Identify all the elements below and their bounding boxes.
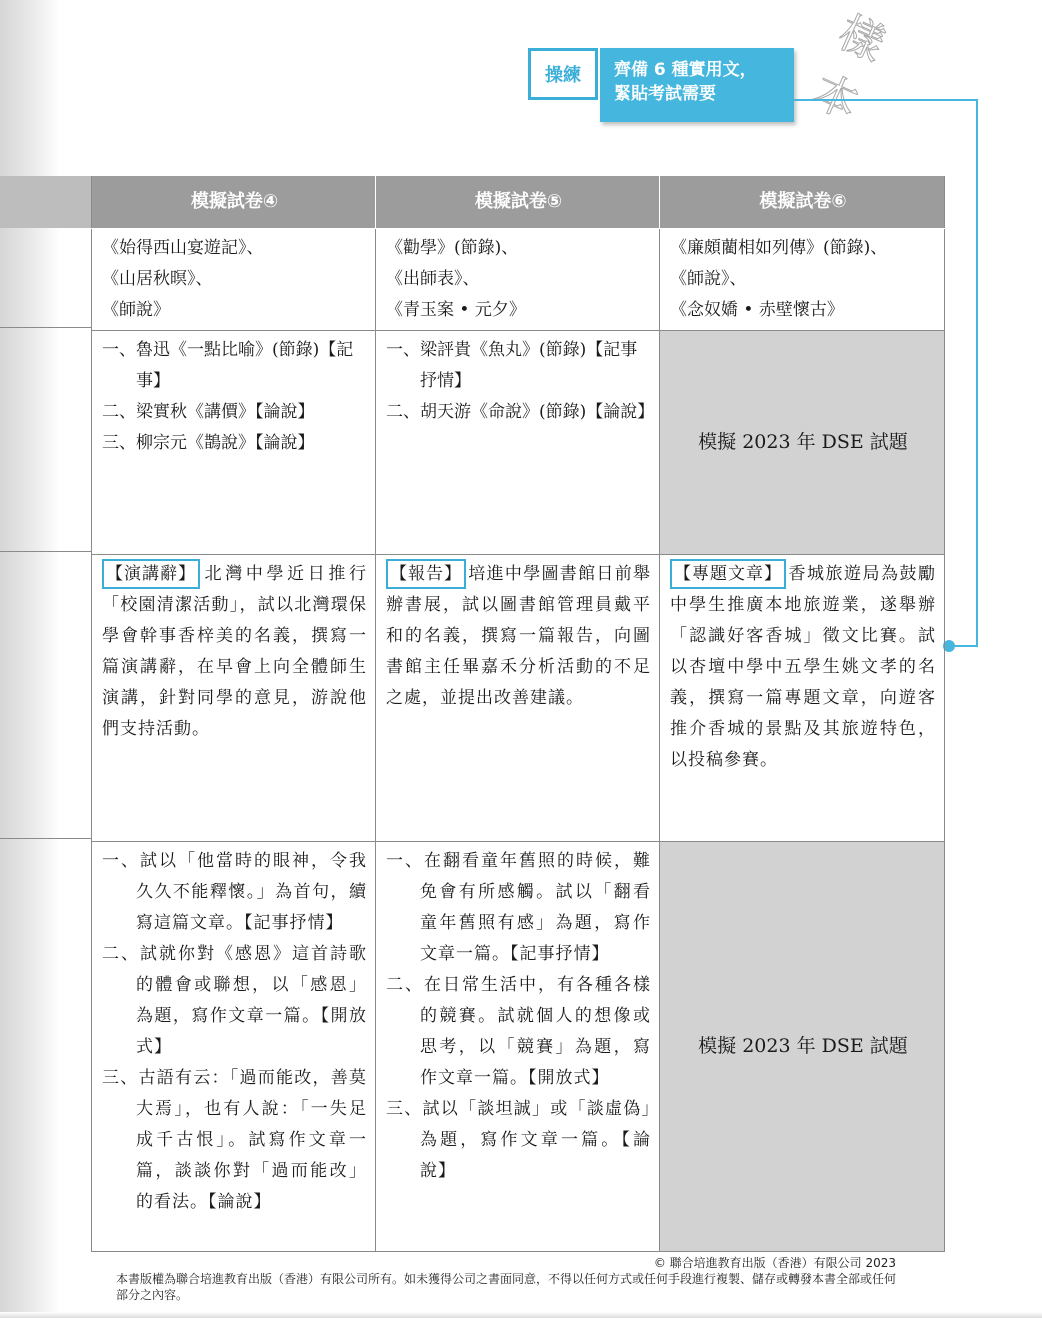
reading-item: 《山居秋暝》、 — [102, 268, 213, 289]
left-row-rule — [0, 551, 92, 552]
callout — [528, 48, 757, 104]
practical-cell — [660, 554, 945, 841]
extract-item: 二、梁實秋《講價》【論說】 — [102, 401, 315, 422]
writing-row — [92, 841, 945, 1251]
sample-stamp: 樣本 — [804, 6, 894, 131]
reading-item: 《出師表》、 — [386, 268, 480, 289]
header-row — [92, 176, 945, 228]
extract-item: 二、胡天游《命說》(節錄)【論說】 — [386, 401, 655, 422]
reading-row — [92, 228, 945, 330]
extract-cell — [376, 330, 660, 554]
header-paper-6: 模擬試卷⑥ — [660, 176, 945, 228]
callout-connector — [976, 99, 978, 647]
header-paper-4: 模擬試卷④ — [92, 176, 376, 228]
practical-cell — [92, 554, 376, 841]
genre-tag: 【報告】 — [386, 559, 466, 589]
extract-row — [92, 330, 945, 554]
reading-item: 《師說》、 — [670, 268, 747, 289]
callout-tag: 操練 — [528, 48, 598, 100]
writing-item: 三、古語有云：「過而能改，善莫大焉」，也有人說：「一失足成千古恨」。試寫作文章一篇，談談你對「過而能改」的看法。【論說】 — [102, 1067, 367, 1212]
practical-prompt: 北灣中學近日推行「校園清潔活動」，試以北灣環保學會幹事香梓美的名義，撰寫一篇演講辭，在早會上向全體師生演講，針對同學的意見，游說他們支持活動。 — [102, 563, 367, 739]
writing-item: 一、試以「他當時的眼神，令我久久不能釋懷。」為首句，續寫這篇文章。【記事抒情】 — [102, 850, 367, 933]
practical-cell — [376, 554, 660, 841]
left-header-band — [0, 176, 92, 228]
callout-body — [600, 48, 794, 122]
reading-item: 《始得西山宴遊記》、 — [102, 237, 264, 258]
reading-item: 《廉頗藺相如列傳》(節錄)、 — [670, 237, 888, 258]
exam-table — [91, 176, 945, 1252]
left-row-rule — [0, 327, 92, 328]
dse-question-cell: 模擬 2023 年 DSE 試題 — [660, 841, 945, 1251]
writing-item: 二、試就你對《感恩》這首詩歌的體會或聯想，以「感恩」為題，寫作文章一篇。【開放式】 — [102, 943, 367, 1057]
left-row-rule — [0, 838, 92, 839]
extract-cell — [92, 330, 376, 554]
page-bottom-edge — [0, 1312, 1042, 1318]
copyright-notice: 本書版權為聯合培進教育出版（香港）有限公司所有。如未獲得公司之書面同意，不得以任何方式或任何手段進行複製、儲存或轉發本書全部或任何部分之內容。 — [116, 1272, 897, 1302]
callout-line-1: 齊備 6 種實用文， — [614, 60, 757, 80]
dse-question-cell: 模擬 2023 年 DSE 試題 — [660, 330, 945, 554]
reading-cell — [660, 228, 945, 330]
extract-item: 一、梁評貴《魚丸》(節錄)【記事抒情】 — [386, 339, 638, 391]
practical-writing-row — [92, 554, 945, 841]
writing-item: 二、在日常生活中，有各種各樣的競賽。試就個人的想像或思考，以「競賽」為題，寫作文章一篇。【開放式】 — [386, 974, 651, 1088]
writing-cell — [376, 841, 660, 1251]
practical-prompt: 香城旅遊局為鼓勵中學生推廣本地旅遊業，遂舉辦「認識好客香城」徵文比賽。試以杏壇中學中五學生姚文孝的名義，撰寫一篇專題文章，向遊客推介香城的景點及其旅遊特色，以投稿參賽。 — [670, 563, 936, 770]
reading-item: 《青玉案 • 元夕》 — [386, 299, 526, 320]
writing-cell — [92, 841, 376, 1251]
reading-item: 《師說》 — [102, 299, 170, 320]
writing-item: 一、在翻看童年舊照的時候，難免會有所感觸。試以「翻看童年舊照有感」為題，寫作文章一篇。【記事抒情】 — [386, 850, 651, 964]
reading-cell — [92, 228, 376, 330]
practical-prompt: 培進中學圖書館日前舉辦書展，試以圖書館管理員戴平和的名義，撰寫一篇報告，向圖書館主任畢嘉禾分析活動的不足之處，並提出改善建議。 — [386, 563, 651, 708]
reading-item: 《勸學》(節錄)、 — [386, 237, 519, 258]
copyright-line: © 聯合培進教育出版（香港）有限公司 2023 — [653, 1256, 896, 1270]
footer — [116, 1255, 896, 1303]
extract-item: 三、柳宗元《鵲說》【論說】 — [102, 432, 315, 453]
reading-cell — [376, 228, 660, 330]
reading-item: 《念奴嬌 • 赤壁懷古》 — [670, 299, 844, 320]
genre-tag: 【演講辭】 — [102, 559, 200, 589]
genre-tag: 【專題文章】 — [670, 559, 786, 589]
writing-item: 三、試以「談坦誠」或「談虛偽」為題，寫作文章一篇。【論說】 — [386, 1098, 651, 1181]
callout-line-2: 緊貼考試需要 — [614, 84, 716, 104]
extract-item: 一、魯迅《一點比喻》(節錄)【記事】 — [102, 339, 354, 391]
callout-connector — [794, 99, 978, 101]
header-paper-5: 模擬試卷⑤ — [376, 176, 660, 228]
